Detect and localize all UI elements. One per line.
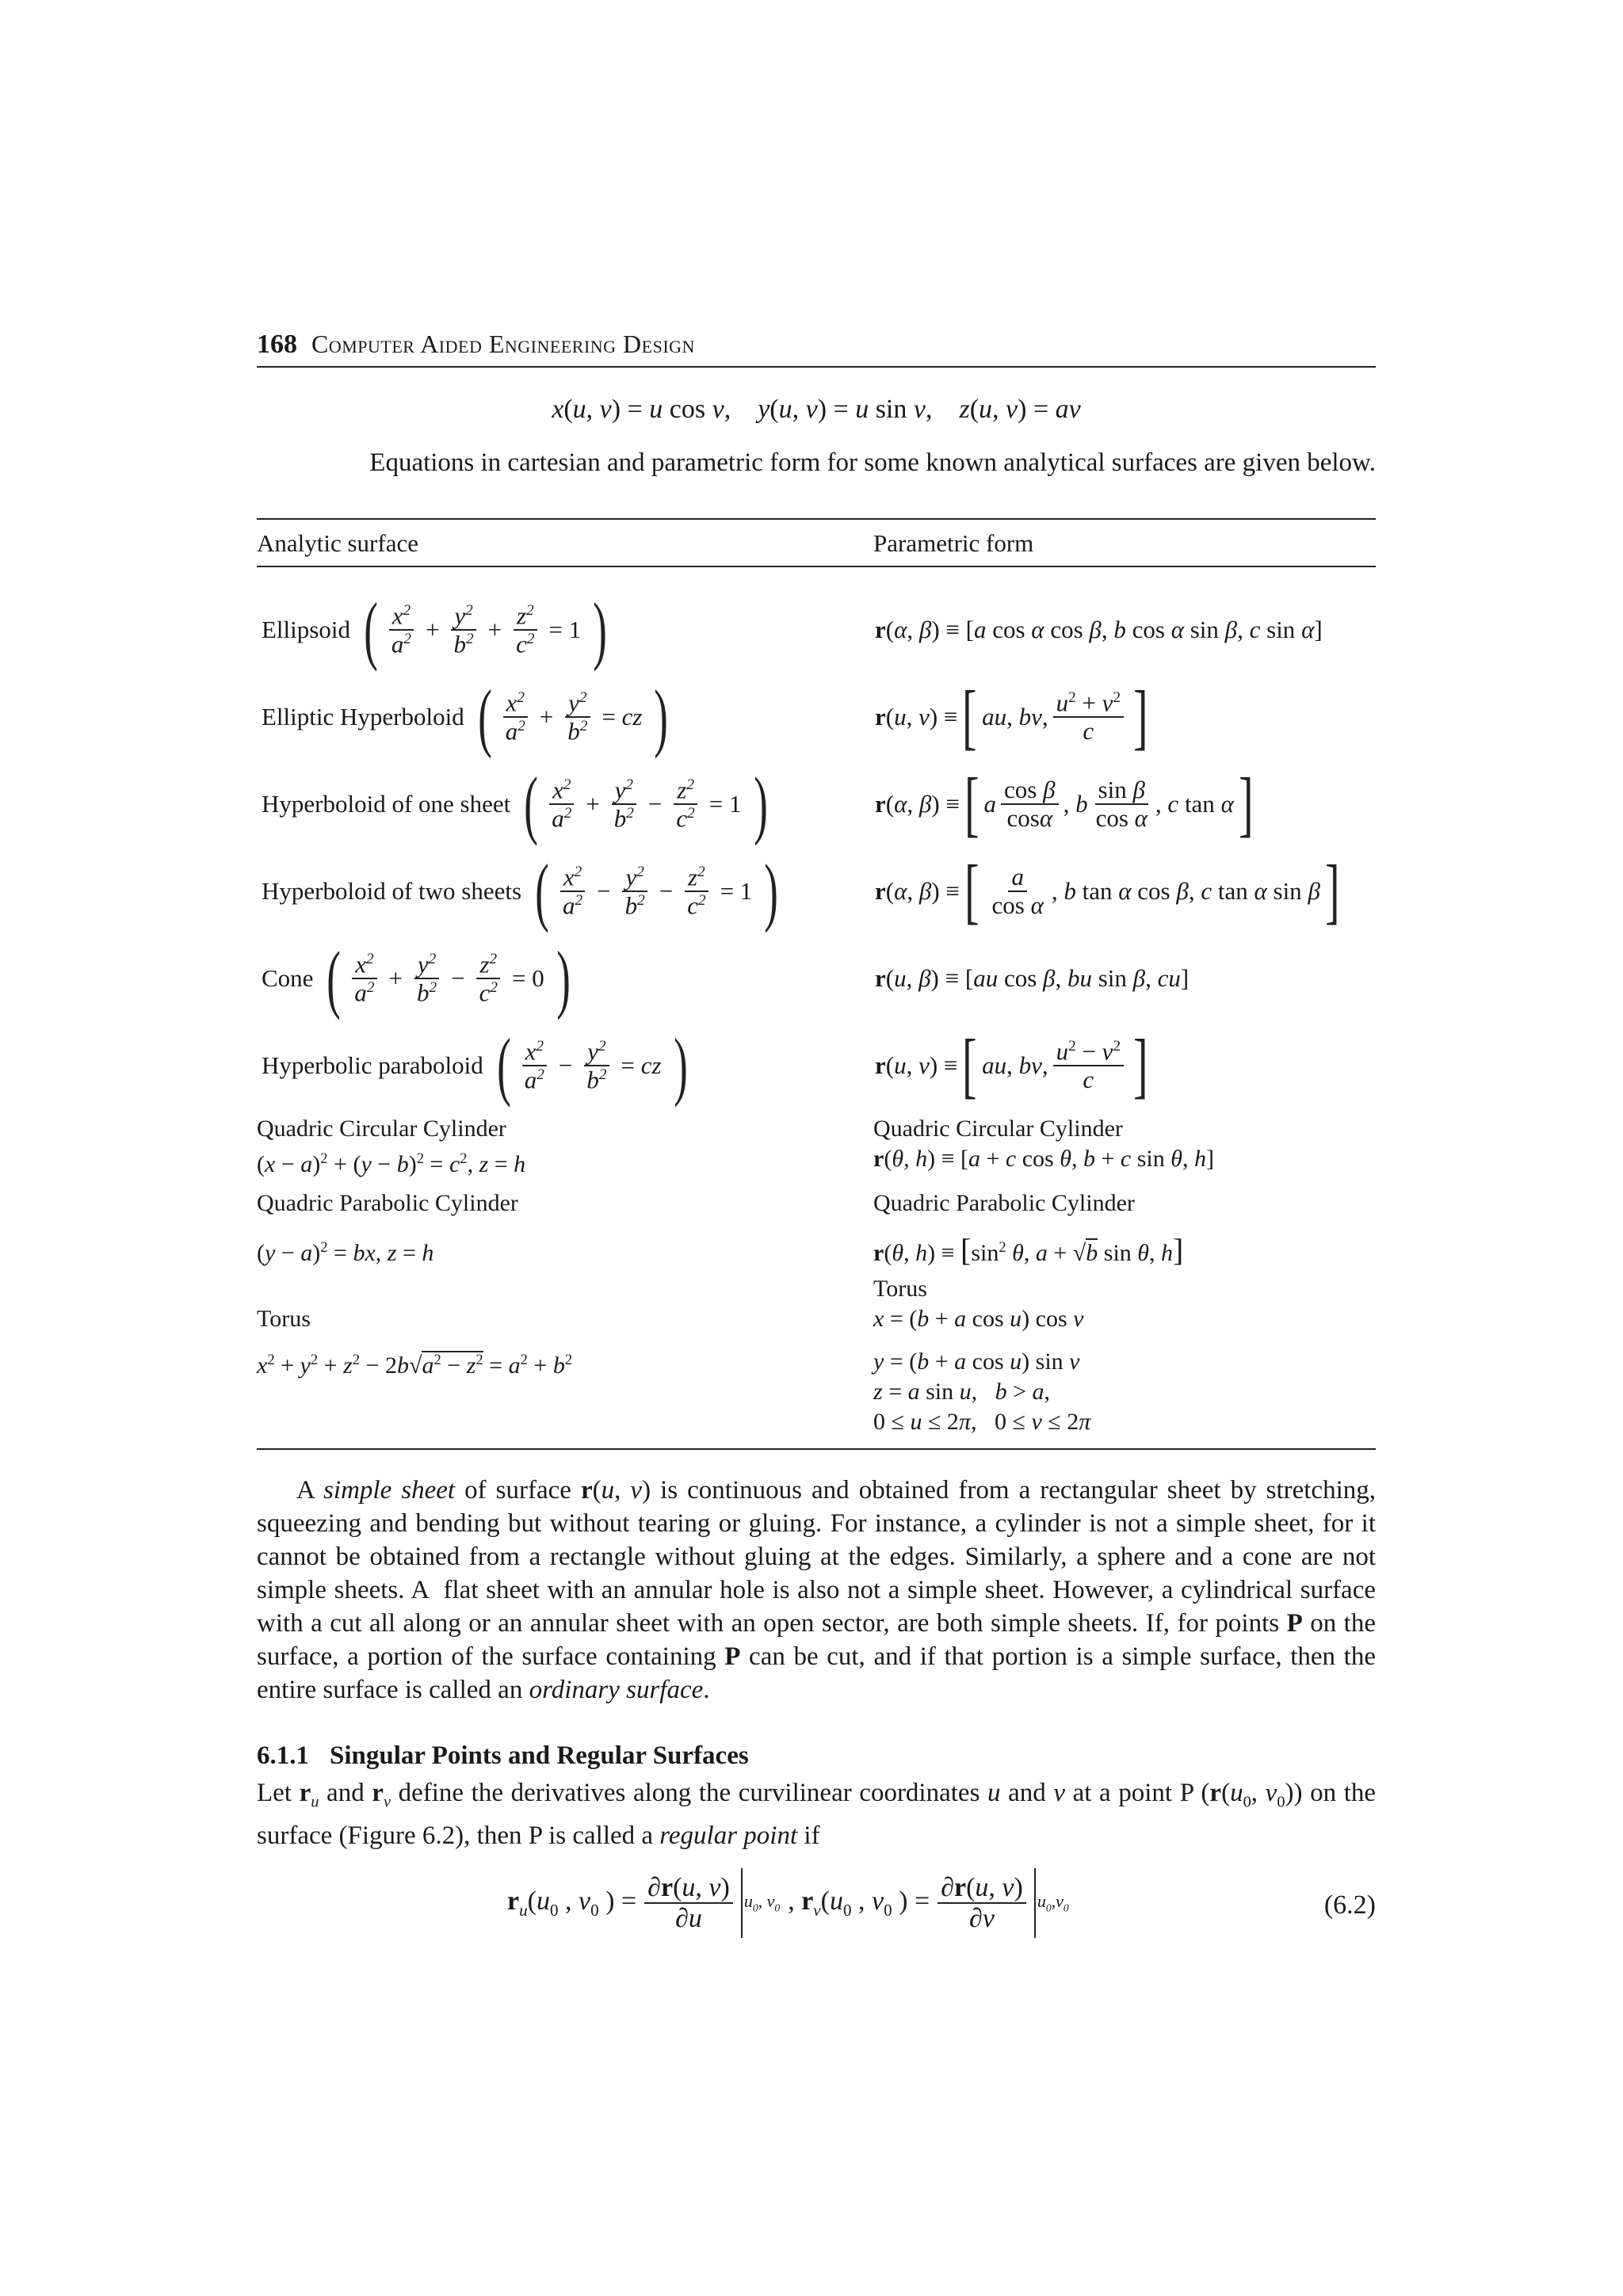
cartesian-torus: $x^2 + y^2 + z^2 - 2b√a^2 - z^2 = a^2 + b^2$ xyxy=(257,1352,573,1379)
column-header-parametric: Parametric form xyxy=(873,529,1034,557)
param-hyperboloid-one-sheet: r(α, β) ≡ [ a $\frac{\text{cos β}}{\cos\alpha}$ , b $\frac{\text{sin β}}{\text{cos α}}$ , c tan α ] xyxy=(875,763,1254,845)
equation-number: (6.2) xyxy=(1323,1890,1376,1920)
section-title: Singular Points and Regular Surfaces xyxy=(330,1741,749,1770)
equation-6-2: $r_u(u_0$ , $v_0$ ) = $\frac{\partial r(u, v)}{\partial u}$ $u_0$, $v_0$ , $r_v(u_0$ , $v_0$ ) = $\frac{\partial r(u, v)}{\partial v}$ $u_0,v_0$ (6.2) xyxy=(257,1862,1376,1949)
column-header-analytic: Analytic surface xyxy=(257,529,418,557)
page-number: 168 xyxy=(257,330,297,359)
book-title: Computer Aided Engineering Design xyxy=(311,330,695,358)
section-number: 6.1.1 xyxy=(257,1741,309,1770)
surface-name: Torus xyxy=(257,1306,311,1332)
surface-name: Hyperboloid of one sheet xyxy=(262,790,511,818)
table-header-rule xyxy=(257,566,1376,567)
book-page xyxy=(257,0,1376,2296)
running-header xyxy=(257,330,1376,368)
helicoid-equation: x(u, v) = u cos v, y(u, v) = u sin v, z(u, v) = av xyxy=(552,395,1081,424)
param-circular-cylinder: r(θ, h) ≡ [a + c cos θ, b + c sin θ, h] xyxy=(873,1146,1214,1172)
param-torus-x: x = (b + a cos u) cos v xyxy=(873,1306,1084,1332)
param-cone: r(u, β) ≡ [au cos β, bu sin β, cu] xyxy=(875,964,1190,992)
param-hyperboloid-two-sheets: r(α, β) ≡ [ $\frac{a}{\text{cos α}}$ , b tan α cos β , c tan α sin β ] xyxy=(875,850,1340,932)
surface-name: Ellipsoid xyxy=(262,616,350,643)
param-ellipsoid: r(α, β) ≡ [a cos α cos β, b cos α sin β, c sin α] xyxy=(875,616,1323,643)
surface-name: Hyperboloid of two sheets xyxy=(262,877,522,905)
surface-name: Quadric Parabolic Cylinder xyxy=(257,1190,518,1216)
cartesian-parabolic-cylinder: $(y - a)^2$ = bx, z = h xyxy=(257,1239,434,1266)
param-torus-z: z = a sin u, b > a, xyxy=(873,1379,1051,1405)
table-bottom-rule xyxy=(257,1448,1376,1450)
surface-name: Hyperbolic paraboloid xyxy=(262,1051,483,1079)
section-text: Let $r_u$ and $r_v$ define the derivatives along the curvilinear coordinates u and v at a point P ($r(u_0$, $v_0$)) on the surface (Figure 6.2), then P is called a regular point if xyxy=(257,1779,1377,1850)
table-row-hyperbolic-paraboloid: Hyperbolic paraboloid ( $\frac{x^2}{a^2}$ − $\frac{y^2}{b^2}$ = cz ) r(u, v) ≡ [ au , bv , $\frac{u^2 - v^2}{c}$ ] xyxy=(257,1022,1376,1109)
section-heading xyxy=(257,1741,749,1771)
surface-name: Quadric Circular Cylinder xyxy=(257,1116,506,1142)
table-row-elliptic-hyperboloid: Elliptic Hyperboloid ( $\frac{x^2}{a^2}$ + $\frac{y^2}{b^2}$ = cz ) r(u, v) ≡ [ au , bv , $\frac{u^2 + v^2}{c}$ ] xyxy=(257,673,1376,761)
param-torus-range: 0 ≤ u ≤ 2π, 0 ≤ v ≤ 2π xyxy=(873,1409,1091,1435)
surface-name: Quadric Parabolic Cylinder xyxy=(873,1190,1135,1216)
table-row-cone: Cone ( $\frac{x^2}{a^2}$ + $\frac{y^2}{b^2}$ − $\frac{z^2}{c^2}$ = 0 ) r(u, β) ≡ [au cos β, bu sin β, cu] xyxy=(257,935,1376,1022)
table-row-hyperboloid-one-sheet: Hyperboloid of one sheet ( $\frac{x^2}{a^2}$ + $\frac{y^2}{b^2}$ − $\frac{z^2}{c^2}$ = 1 ) r(α, β) ≡ [ a $\frac{\text{cos β}}{\cos\alpha}$ , b $\frac{\text{sin β}}{\text{cos α}}$ , c tan α ] xyxy=(257,761,1376,848)
table-top-rule xyxy=(257,518,1376,520)
param-hyperbolic-paraboloid: r(u, v) ≡ [ au , bv , $\frac{u^2 - v^2}{c}$ ] xyxy=(875,1024,1148,1106)
param-parabolic-cylinder: r(θ, $h) \equiv [\sin^2$ θ, a + √b sin θ, h] xyxy=(873,1232,1184,1268)
surface-name: Torus xyxy=(873,1276,927,1302)
param-elliptic-hyperboloid: r(u, v) ≡ [ au , bv , $\frac{u^2 + v^2}{c}$ ] xyxy=(875,676,1148,757)
surface-name: Cone xyxy=(262,964,314,992)
body-paragraph: A simple sheet of surface r(u, v) is continuous and obtained from a rectangular sheet by stretching, squeezing and bending but without tearing or gluing. For instance, a cylinder is not a simple sheet, for it cannot be obtained from a rectangle without gluing at the edges. Similarly, a sphere and a cone are not simple sheets. A flat sheet with an annular hole is also not a simple sheet. However, a cylindrical surface with a cut all along or an annular sheet with an open sector, are both simple sheets. If, for points P on the surface, a portion of the surface containing P can be cut, and if that portion is a simple surface, then the entire surface is called an ordinary surface. xyxy=(257,1476,1376,1704)
surface-name: Elliptic Hyperboloid xyxy=(262,703,464,730)
intro-sentence: Equations in cartesian and parametric form for some known analytical surfaces are given below. xyxy=(369,448,1376,477)
cartesian-circular-cylinder: $(x - a)^2 + (y - b)^2 = c^2$, z = h xyxy=(257,1150,526,1177)
param-torus-y: y = (b + a cos u) sin v xyxy=(873,1348,1080,1375)
table-row-hyperboloid-two-sheets: Hyperboloid of two sheets ( $\frac{x^2}{a^2}$ − $\frac{y^2}{b^2}$ − $\frac{z^2}{c^2}$ = 1 ) r(α, β) ≡ [ $\frac{a}{\text{cos α}}$ , b tan α cos β , c tan α sin β ] xyxy=(257,848,1376,935)
table-row-ellipsoid: Ellipsoid ( $\frac{x^2}{a^2}$ + $\frac{y^2}{b^2}$ + $\frac{z^2}{c^2}$ = 1 ) r(α, β) ≡ [a cos α cos β, b cos α sin β, c sin α] xyxy=(257,586,1376,673)
surface-name: Quadric Circular Cylinder xyxy=(873,1116,1123,1142)
